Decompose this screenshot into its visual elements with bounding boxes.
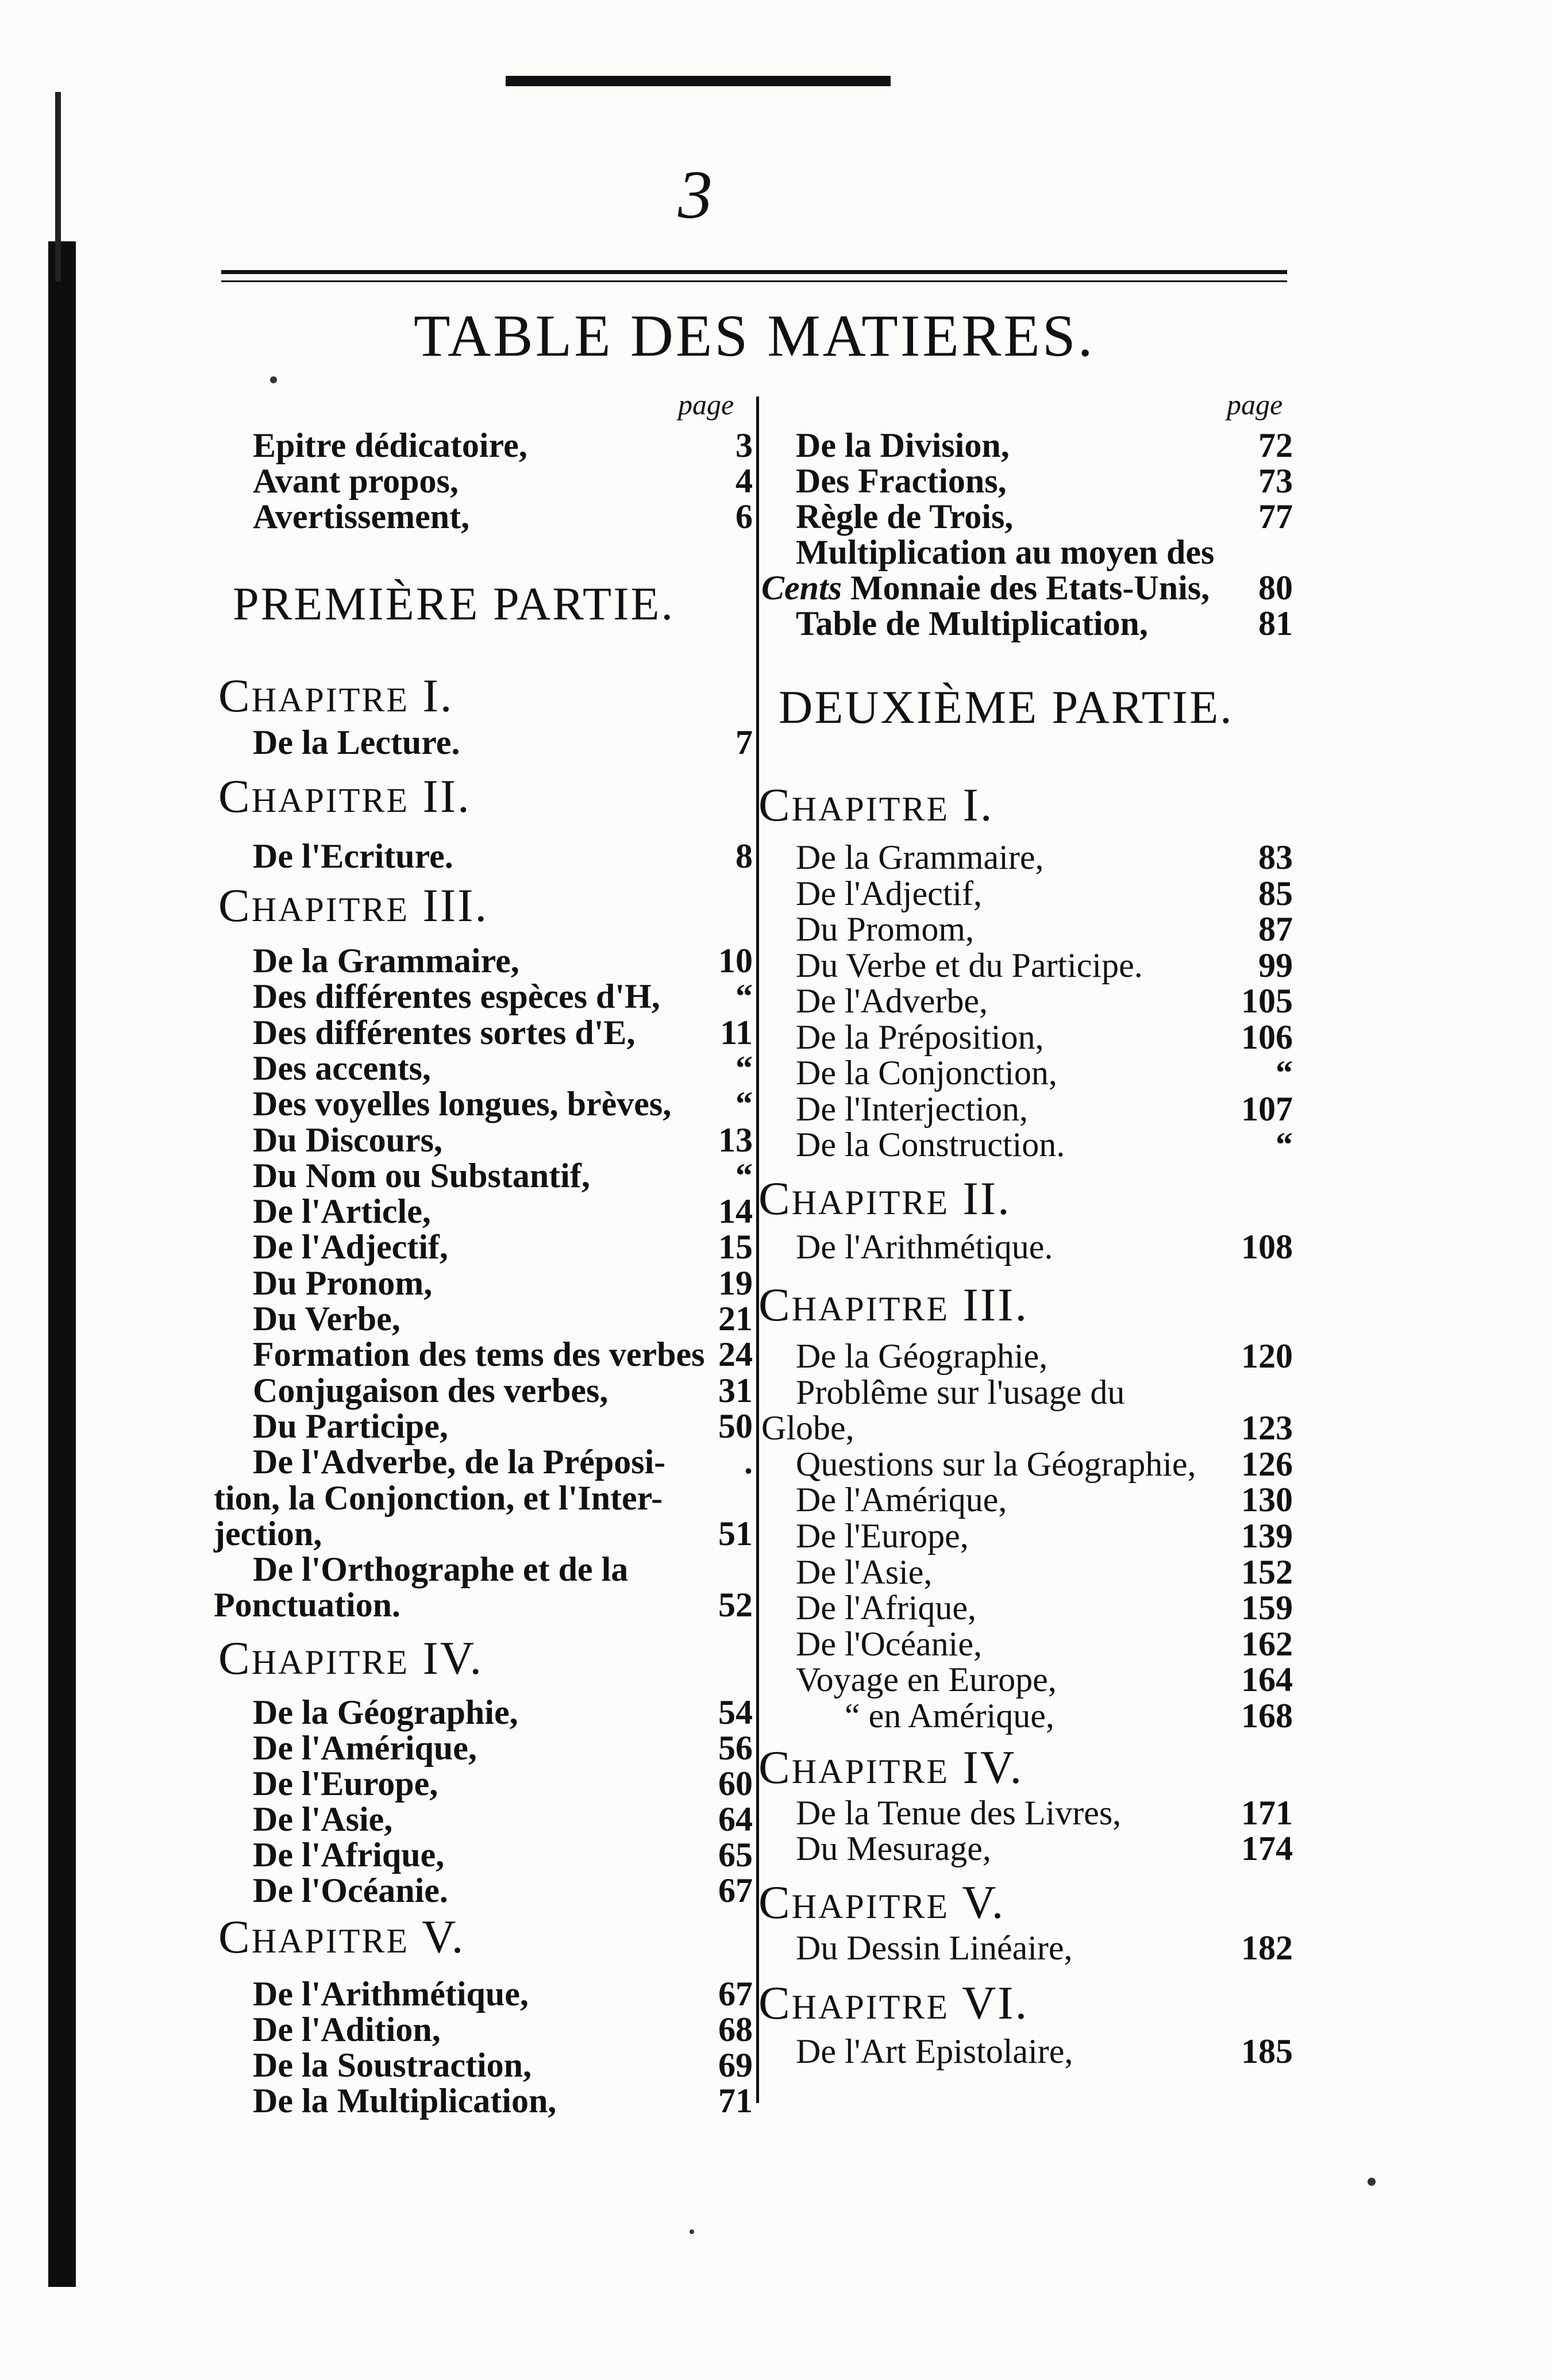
toc-entry: Avertissement,	[253, 498, 470, 536]
chapter-heading: CHAPITRE III.	[758, 1278, 1029, 1331]
chapter-heading: CHAPITRE V.	[758, 1876, 1006, 1928]
toc-entry: De la Multiplication,	[253, 2082, 557, 2120]
toc-entry: De l'Adverbe,	[796, 982, 988, 1020]
toc-page-number: 56	[718, 1729, 753, 1767]
toc-entry: Du Discours,	[253, 1120, 443, 1159]
toc-page-number: 3	[735, 426, 753, 464]
toc-page-number: 11	[720, 1013, 753, 1052]
toc-entry: Du Verbe,	[253, 1300, 400, 1338]
toc-page-number: 182	[1241, 1929, 1293, 1967]
toc-page-number: 54	[718, 1693, 753, 1731]
toc-page-number: 4	[735, 462, 753, 500]
toc-page-number: 87	[1258, 910, 1293, 948]
chapter-heading: CHAPITRE I.	[218, 669, 454, 722]
toc-entry: De l'Adjectif,	[796, 874, 983, 912]
page-title: TABLE DES MATIERES.	[414, 303, 1095, 369]
toc-entry: jection,	[214, 1514, 322, 1553]
toc-entry: De la Division,	[796, 426, 1010, 464]
toc-page-number: 171	[1241, 1794, 1293, 1832]
toc-page-number: “	[1276, 1126, 1293, 1164]
toc-entry: Epitre dédicatoire,	[253, 426, 527, 464]
toc-entry: Globe,	[761, 1409, 854, 1447]
toc-page-number: 64	[718, 1800, 753, 1838]
toc-entry: De l'Orthographe et de la	[253, 1550, 629, 1589]
toc-page-number: 6	[735, 498, 753, 536]
toc-entry: De l'Arithmétique.	[796, 1228, 1053, 1266]
toc-page-number: 77	[1258, 498, 1293, 536]
toc-page-number: 130	[1241, 1481, 1293, 1519]
toc-entry: De la Grammaire,	[796, 838, 1044, 876]
chapter-heading: CHAPITRE I.	[758, 779, 994, 831]
toc-entry: De l'Interjection,	[796, 1089, 1028, 1128]
toc-entry: De l'Amérique,	[796, 1481, 1007, 1519]
toc-entry: De la Géographie,	[796, 1337, 1048, 1375]
toc-page-number: 85	[1258, 874, 1293, 912]
toc-entry: Du Mesurage,	[796, 1830, 991, 1867]
toc-page-number: 8	[735, 837, 753, 875]
toc-page-number: 164	[1241, 1661, 1293, 1699]
chapter-heading: CHAPITRE II.	[758, 1172, 1011, 1224]
toc-page-number: 168	[1241, 1697, 1293, 1735]
toc-entry: Multiplication au moyen des	[796, 533, 1215, 571]
header-rule-thin	[221, 280, 1287, 282]
toc-page-number: “	[735, 977, 753, 1016]
chapter-heading: CHAPITRE III.	[218, 879, 488, 931]
toc-page-number: 162	[1241, 1624, 1293, 1663]
toc-entry: Voyage en Europe,	[796, 1661, 1057, 1699]
toc-entry: Avant propos,	[253, 462, 459, 500]
toc-entry: De l'Amérique,	[253, 1729, 477, 1767]
toc-entry: Des accents,	[253, 1049, 431, 1087]
toc-entry: De la Grammaire,	[253, 942, 519, 980]
toc-entry: De la Construction.	[796, 1126, 1065, 1164]
ink-speck	[270, 376, 277, 383]
toc-page-number: 123	[1241, 1409, 1293, 1447]
toc-page-number: 80	[1258, 569, 1293, 607]
toc-entry: De l'Europe,	[253, 1765, 438, 1803]
toc-entry: Des différentes espèces d'H,	[253, 977, 660, 1016]
toc-entry: Table de Multiplication,	[796, 604, 1148, 642]
toc-entry: Formation des tems des verbes	[253, 1335, 705, 1374]
toc-entry: Des Fractions,	[796, 462, 1007, 500]
toc-page-number: 15	[718, 1228, 753, 1266]
toc-entry: De l'Ecriture.	[253, 837, 453, 875]
toc-entry: Des différentes sortes d'E,	[253, 1013, 636, 1052]
toc-entry: “ en Amérique,	[845, 1697, 1054, 1735]
toc-page-number: 52	[718, 1586, 753, 1624]
column-divider	[756, 396, 759, 2103]
toc-entry: tion, la Conjonction, et l'Inter-	[214, 1478, 663, 1517]
toc-page-number: 24	[718, 1335, 753, 1374]
toc-page-number: 139	[1241, 1517, 1293, 1555]
toc-entry: Questions sur la Géographie,	[796, 1445, 1196, 1483]
book-spine-shadow	[48, 241, 76, 2287]
toc-page-number: 105	[1241, 982, 1293, 1020]
chapter-heading: CHAPITRE IV.	[758, 1741, 1024, 1793]
toc-entry: Problême sur l'usage du	[796, 1373, 1125, 1411]
toc-page-number: 106	[1241, 1018, 1293, 1056]
page-column-label: page	[1227, 388, 1283, 421]
toc-entry: De l'Adjectif,	[253, 1228, 448, 1266]
toc-entry: De l'Océanie,	[796, 1624, 982, 1663]
toc-page-number: “	[1276, 1054, 1293, 1092]
toc-page-number: “	[735, 1049, 753, 1087]
toc-entry: Du Dessin Linéaire,	[796, 1929, 1073, 1967]
toc-entry: De l'Asie,	[253, 1800, 393, 1838]
toc-page-number: 69	[718, 2046, 753, 2084]
toc-entry: De la Lecture.	[253, 723, 460, 761]
toc-entry: De la Conjonction,	[796, 1054, 1057, 1092]
toc-page-number: 50	[718, 1407, 753, 1445]
toc-page-number: 67	[718, 1975, 753, 2013]
toc-entry: De l'Afrique,	[253, 1836, 445, 1874]
part-heading: PREMIÈRE PARTIE.	[233, 577, 675, 630]
part-heading: DEUXIÈME PARTIE.	[779, 681, 1234, 733]
toc-page-number: 19	[718, 1264, 753, 1302]
toc-entry: Ponctuation.	[214, 1586, 401, 1624]
ink-speck	[1368, 2178, 1376, 2186]
toc-page-number: 120	[1241, 1337, 1293, 1375]
toc-page-number: 7	[735, 723, 753, 761]
toc-entry: De l'Adverbe, de la Préposi-	[253, 1443, 666, 1481]
toc-entry: De l'Océanie.	[253, 1871, 448, 1909]
toc-entry: Du Participe,	[253, 1407, 448, 1445]
toc-page-number: 68	[718, 2011, 753, 2048]
folio-mark: 3	[678, 156, 713, 233]
book-spine-edge	[55, 92, 61, 282]
toc-page-number: 174	[1241, 1830, 1293, 1867]
toc-page-number: 71	[718, 2082, 753, 2120]
page-column-label: page	[678, 388, 734, 421]
toc-entry: De la Soustraction,	[253, 2046, 532, 2084]
toc-page-number: 107	[1241, 1089, 1293, 1128]
toc-page-number: 67	[718, 1871, 753, 1909]
toc-entry: De la Géographie,	[253, 1693, 518, 1731]
toc-entry: Du Promom,	[796, 910, 975, 948]
toc-entry: Conjugaison des verbes,	[253, 1371, 609, 1409]
toc-page-number: 99	[1258, 946, 1293, 984]
header-rule-thick	[221, 270, 1287, 274]
toc-page-number: 126	[1241, 1445, 1293, 1483]
toc-page-number: 73	[1258, 462, 1293, 500]
toc-entry: De l'Art Epistolaire,	[796, 2032, 1073, 2070]
toc-page-number: 31	[718, 1371, 753, 1409]
chapter-heading: CHAPITRE IV.	[218, 1632, 484, 1684]
toc-page-number: 83	[1258, 838, 1293, 876]
toc-page-number: 13	[718, 1120, 753, 1159]
toc-page-number: 51	[718, 1514, 753, 1553]
toc-page-number: 108	[1241, 1228, 1293, 1266]
toc-entry: De la Préposition,	[796, 1018, 1044, 1056]
toc-page-number: 60	[718, 1765, 753, 1803]
toc-entry: Cents Monnaie des Etats-Unis,	[761, 569, 1210, 607]
toc-entry: De l'Afrique,	[796, 1589, 977, 1627]
toc-entry: Règle de Trois,	[796, 498, 1014, 536]
toc-entry: Des voyelles longues, brèves,	[253, 1085, 672, 1123]
toc-page-number: “	[735, 1156, 753, 1195]
toc-entry: De la Tenue des Livres,	[796, 1794, 1122, 1832]
toc-page-number: .	[744, 1443, 753, 1481]
toc-page-number: 21	[718, 1300, 753, 1338]
toc-page-number: 10	[718, 942, 753, 980]
toc-entry: De l'Arithmétique,	[253, 1975, 529, 2013]
toc-page-number: 81	[1258, 604, 1293, 642]
toc-entry: Du Pronom,	[253, 1264, 433, 1302]
chapter-heading: CHAPITRE V.	[218, 1911, 465, 1963]
toc-entry: De l'Europe,	[796, 1517, 969, 1555]
toc-page-number: 159	[1241, 1589, 1293, 1627]
toc-page-number: 185	[1241, 2032, 1293, 2070]
toc-entry: Du Nom ou Substantif,	[253, 1156, 590, 1195]
toc-entry: Du Verbe et du Participe.	[796, 946, 1143, 984]
toc-page-number: 152	[1241, 1553, 1293, 1591]
toc-entry: De l'Asie,	[796, 1553, 933, 1591]
toc-page-number: “	[735, 1085, 753, 1123]
toc-entry: De l'Article,	[253, 1192, 431, 1231]
toc-page-number: 14	[718, 1192, 753, 1231]
chapter-heading: CHAPITRE II.	[218, 770, 471, 822]
toc-entry: De l'Adition,	[253, 2011, 441, 2048]
ink-speck	[690, 2229, 694, 2234]
top-print-bar	[506, 76, 891, 86]
toc-page-number: 72	[1258, 426, 1293, 464]
chapter-heading: CHAPITRE VI.	[758, 1977, 1029, 2029]
toc-page-number: 65	[718, 1836, 753, 1874]
